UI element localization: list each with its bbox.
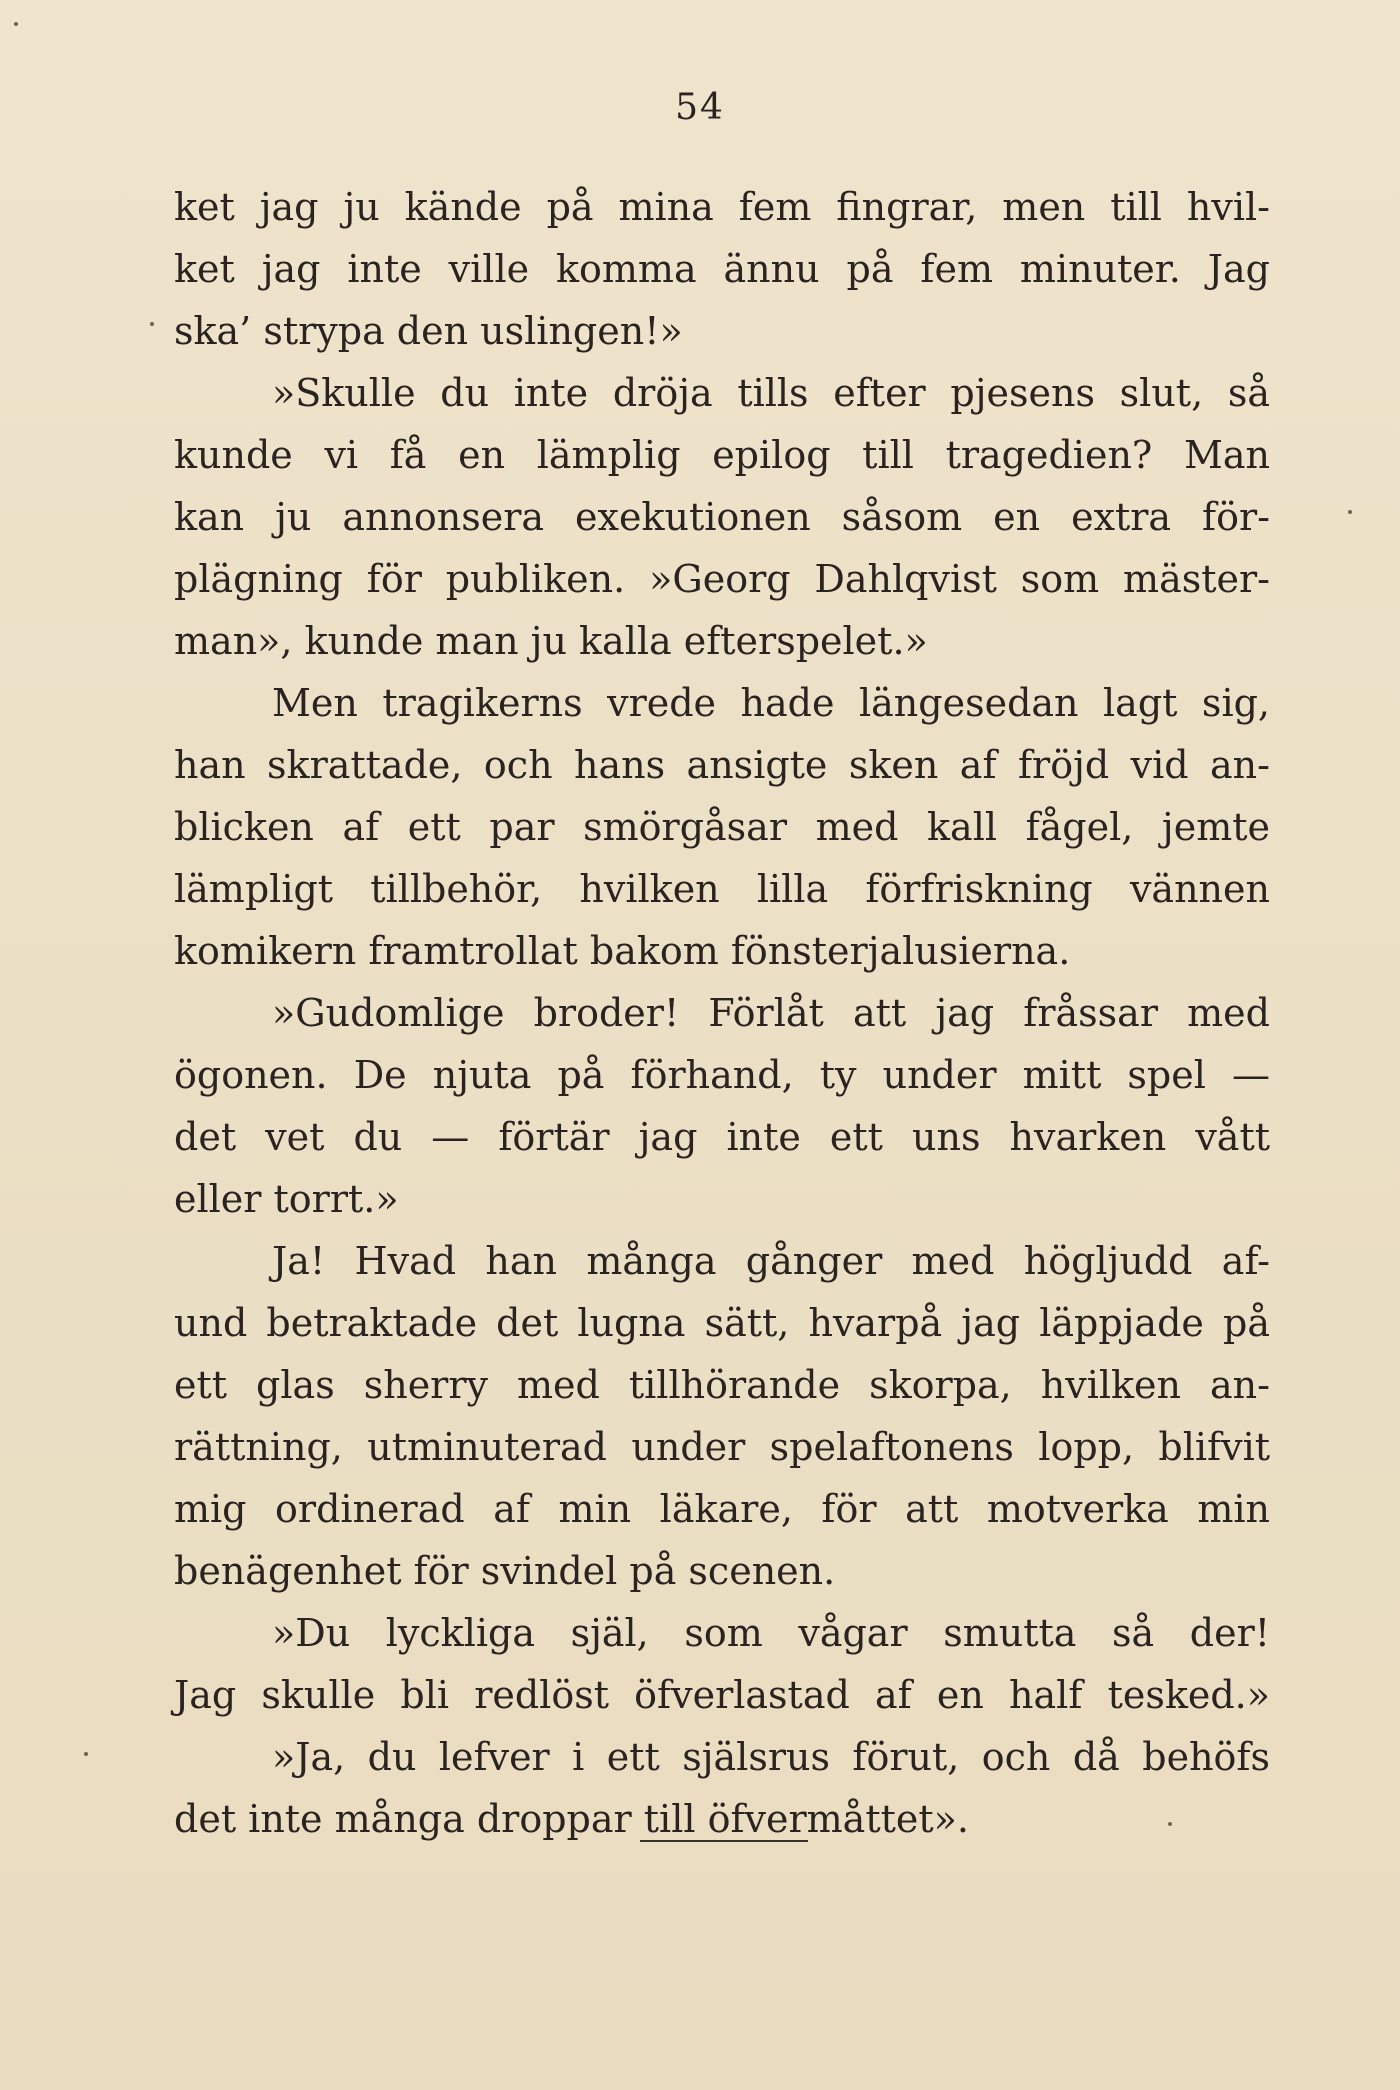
text-line: mig ordinerad af min läkare, för att motverka min xyxy=(174,1487,1270,1531)
text-line: Jag skulle bli redlöst öfverlastad af en half tesked.» xyxy=(174,1673,1270,1717)
text-line: »Ja, du lefver i ett själsrus förut, och då behöfs xyxy=(272,1735,1270,1779)
paper-speck xyxy=(14,22,18,26)
text-line: »Du lyckliga själ, som vågar smutta så der! xyxy=(272,1611,1270,1655)
text-line: lämpligt tillbehör, hvilken lilla förfriskning vännen xyxy=(174,867,1270,911)
text-line: ket jag ju kände på mina fem fingrar, men till hvil- xyxy=(174,185,1270,229)
text-line: ögonen. De njuta på förhand, ty under mitt spel — xyxy=(174,1053,1270,1097)
text-line: eller torrt.» xyxy=(174,1177,399,1221)
text-line: ska’ strypa den uslingen!» xyxy=(174,309,683,353)
text-line: komikern framtrollat bakom fönsterjalusierna. xyxy=(174,929,1071,973)
text-line: »Skulle du inte dröja tills efter pjesens slut, så xyxy=(272,371,1270,415)
paper-speck xyxy=(1168,1822,1172,1826)
text-line: blicken af ett par smörgåsar med kall fågel, jemte xyxy=(174,805,1270,849)
text-line: han skrattade, och hans ansigte sken af fröjd vid an- xyxy=(174,743,1270,787)
body-text xyxy=(174,176,1270,1850)
text-line: rättning, utminuterad under spelaftonens lopp, blifvit xyxy=(174,1425,1270,1469)
paper-speck xyxy=(150,322,154,326)
text-line: man», kunde man ju kalla efterspelet.» xyxy=(174,619,928,663)
text-line: Men tragikerns vrede hade längesedan lagt sig, xyxy=(272,681,1270,725)
text-line: »Gudomlige broder! Förlåt att jag fråssar med xyxy=(272,991,1270,1035)
text-line: und betraktade det lugna sätt, hvarpå jag läppjade på xyxy=(174,1301,1270,1345)
text-line: det inte många droppar till öfvermåttet». xyxy=(174,1797,969,1841)
text-line: kan ju annonsera exekutionen såsom en extra för- xyxy=(174,495,1270,539)
text-line: benägenhet för svindel på scenen. xyxy=(174,1549,836,1593)
text-line: plägning för publiken. »Georg Dahlqvist som mäster- xyxy=(174,557,1270,601)
end-rule xyxy=(640,1840,808,1842)
text-line: kunde vi få en lämplig epilog till tragedien? Man xyxy=(174,433,1270,477)
paper-speck xyxy=(84,1752,88,1756)
text-line: ket jag inte ville komma ännu på fem minuter. Jag xyxy=(174,247,1270,291)
text-line: ett glas sherry med tillhörande skorpa, hvilken an- xyxy=(174,1363,1270,1407)
text-line: det vet du — förtär jag inte ett uns hvarken vått xyxy=(174,1115,1270,1159)
page-number: 54 xyxy=(675,87,725,128)
text-line: Ja! Hvad han många gånger med högljudd af- xyxy=(272,1239,1270,1283)
paper-speck xyxy=(1348,510,1352,514)
